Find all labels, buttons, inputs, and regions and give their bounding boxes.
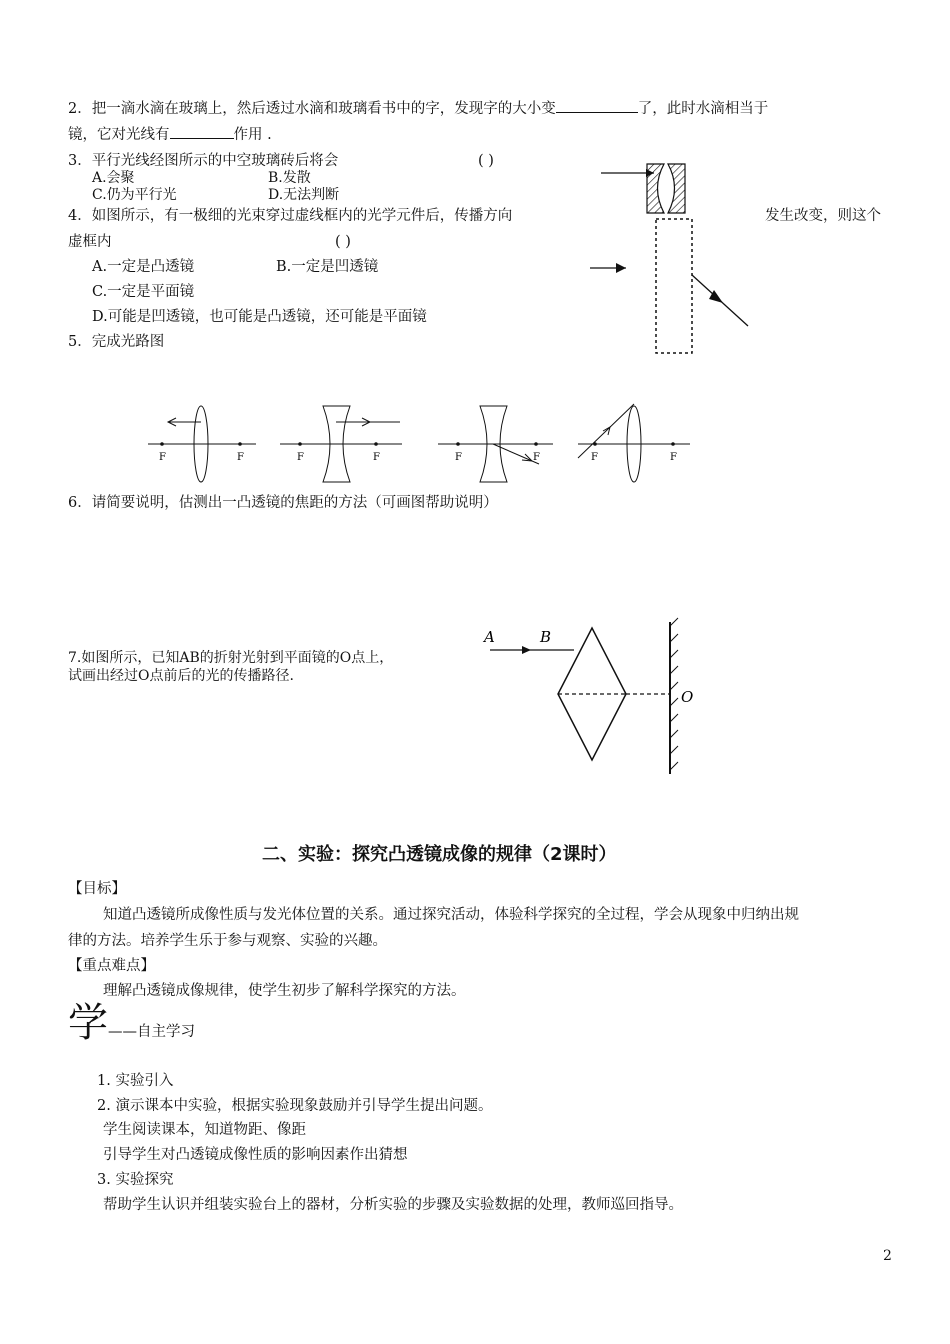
q2-line2 [68, 123, 272, 144]
learn-big-char: 学 [68, 1000, 108, 1046]
q3-bracket: ( ) [478, 153, 494, 169]
q5-stem: 5．完成光路图 [68, 334, 165, 350]
key-heading: 【重点难点】 [68, 958, 155, 974]
q7-arrowhead [522, 646, 531, 654]
q5-f-label: F [591, 452, 598, 463]
q4-dashed-box [656, 219, 692, 353]
learn-subtitle: ——自主学习 [108, 1024, 195, 1040]
q2-blank-1[interactable] [556, 97, 638, 113]
q2-line1 [68, 97, 768, 118]
q2-blank-2[interactable] [170, 123, 234, 139]
q7-line2: 试画出经过O点前后的光的传播路径. [68, 668, 294, 684]
q4-stem-line2: 虚框内 [68, 234, 112, 250]
section-title: 二、实验：探究凸透镜成像的规律（2课时） [262, 844, 617, 865]
q3-glass-brick-figure [596, 158, 700, 220]
q7-label-o: O [681, 688, 694, 706]
q7-label-b: B [540, 628, 552, 646]
q7-mirror-hatch [670, 618, 678, 770]
goal-text-line1: 知道凸透镜所成像性质与发光体位置的关系。通过探究活动，体验科学探究的全过程，学会从现象中归纳出规 [103, 907, 799, 923]
q2-part2: 了，此时水滴相当于 [637, 101, 769, 117]
q5-diagram-convex-2 [578, 404, 690, 482]
list-item-3: 学生阅读课本，知道物距、像距 [103, 1122, 306, 1138]
q7-label-a: A [484, 628, 495, 646]
q7-line1: 7.如图所示，已知AB的折射光射到平面镜的O点上， [68, 650, 394, 666]
q6-stem: 6．请简要说明，估测出一凸透镜的焦距的方法（可画图帮助说明） [68, 495, 498, 511]
q4-option-d: D.可能是凹透镜，也可能是凸透镜，还可能是平面镜 [92, 309, 427, 325]
q3-glass-left [647, 164, 664, 213]
q5-f-label: F [670, 452, 677, 463]
q4-option-c: C.一定是平面镜 [92, 284, 195, 300]
list-item-2: 2. 演示课本中实验，根据实验现象鼓励并引导学生提出问题。 [97, 1098, 493, 1114]
list-item-4: 引导学生对凸透镜成像性质的影响因素作出猜想 [103, 1147, 408, 1163]
q2-part3: 镜，它对光线有 [68, 127, 170, 143]
q3-stem: 3．平行光线经图所示的中空玻璃砖后将会 [68, 153, 339, 169]
q4-stem-tail: 发生改变，则这个 [765, 208, 881, 224]
goal-heading: 【目标】 [68, 881, 126, 897]
q3-option-d: D.无法判断 [268, 187, 340, 203]
goal-text-line2: 律的方法。培养学生乐于参与观察、实验的兴趣。 [68, 933, 387, 949]
q5-f-label: F [455, 452, 462, 463]
q7-prism-mirror-figure [478, 612, 708, 782]
q4-option-a: A.一定是凸透镜 [92, 259, 195, 275]
q5-f-label: F [373, 452, 380, 463]
q4-bracket: ( ) [335, 234, 351, 250]
q5-f-label: F [533, 452, 540, 463]
key-text: 理解凸透镜成像规律，使学生初步了解科学探究的方法。 [103, 983, 466, 999]
q3-option-c: C.仍为平行光 [92, 187, 177, 203]
q5-diagram-convex-1 [148, 406, 256, 482]
q4-arrow-in [616, 263, 626, 273]
q5-f-label: F [159, 452, 166, 463]
page-number: 2 [883, 1248, 892, 1264]
q3-glass-right [668, 164, 685, 213]
q2-part1: 2．把一滴水滴在玻璃上，然后透过水滴和玻璃看书中的字，发现字的大小变 [68, 101, 556, 117]
q3-option-b: B.发散 [268, 170, 311, 186]
q5-diagram-concave-2 [438, 406, 553, 482]
list-item-5: 3. 实验探究 [97, 1172, 174, 1188]
q5-f-label: F [237, 452, 244, 463]
q4-optical-box-figure [586, 215, 756, 357]
q5-diagram-concave-1 [280, 406, 402, 482]
q3-option-a: A.会聚 [92, 170, 135, 186]
list-item-1: 1. 实验引入 [97, 1073, 174, 1089]
q4-stem: 4．如图所示，有一极细的光束穿过虚线框内的光学元件后，传播方向 [68, 208, 513, 224]
q5-f-label: F [297, 452, 304, 463]
q4-option-b: B.一定是凹透镜 [276, 259, 379, 275]
q2-part4: 作用 . [233, 127, 272, 143]
q5-lens-diagrams [0, 400, 950, 470]
list-item-6: 帮助学生认识并组装实验台上的器材，分析实验的步骤及实验数据的处理，教师巡回指导。 [103, 1197, 683, 1213]
